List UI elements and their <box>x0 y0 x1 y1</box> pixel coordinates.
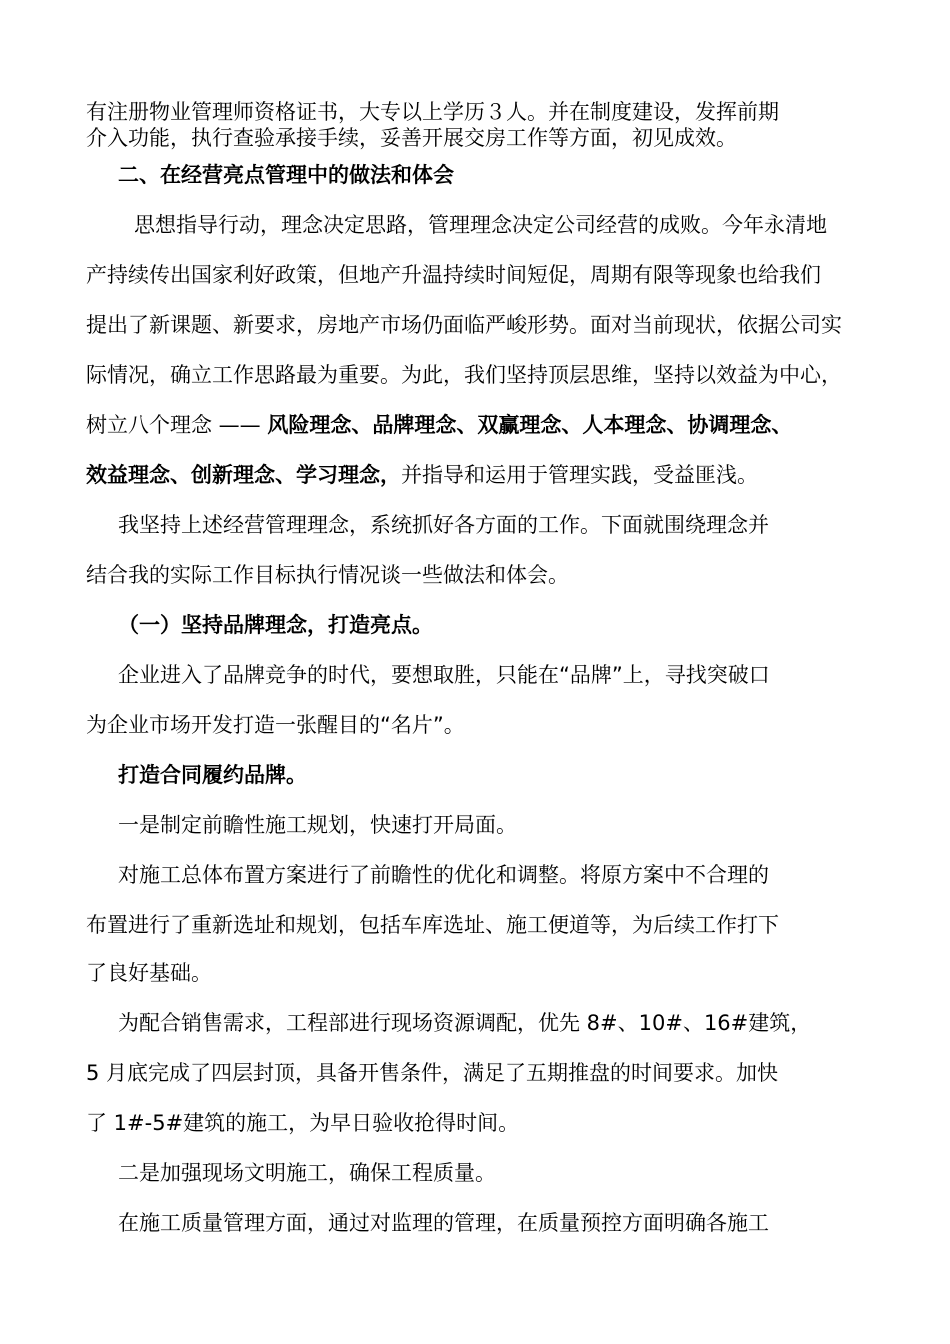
text-line: 为企业市场开发打造一张醒目的“名片”。 <box>86 713 465 737</box>
text-line: 企业进入了品牌竞争的时代，要想取胜，只能在“品牌”上，寻找突破口 <box>118 663 770 687</box>
text-line: 5 月底完成了四层封顶，具备开售条件，满足了五期推盘的时间要求。加快 <box>86 1061 779 1085</box>
text-line: 结合我的实际工作目标执行情况谈一些做法和体会。 <box>86 563 569 587</box>
subsection-heading: （一）坚持品牌理念，打造亮点。 <box>118 613 433 637</box>
text-line: 了良好基础。 <box>86 961 212 985</box>
text-line: 二是加强现场文明施工，确保工程质量。 <box>118 1161 496 1185</box>
text-line: 介入功能，执行查验承接手续，妥善开展交房工作等方面，初见成效。 <box>86 126 737 150</box>
text-run: 并指导和运用于管理实践，受益匪浅。 <box>401 463 758 487</box>
text-line: 际情况，确立工作思路最为重要。为此，我们坚持顶层思维，坚持以效益为中心， <box>86 363 842 387</box>
section-heading: 二、在经营亮点管理中的做法和体会 <box>118 163 454 187</box>
text-line: 有注册物业管理师资格证书，大专以上学历３人。并在制度建设，发挥前期 <box>86 100 779 124</box>
text-line <box>86 461 758 489</box>
text-line: 产持续传出国家利好政策，但地产升温持续时间短促，周期有限等现象也给我们 <box>86 263 821 287</box>
bold-text-run: 效益理念、创新理念、学习理念， <box>86 463 401 487</box>
text-line: 提出了新课题、新要求，房地产市场仍面临严峻形势。面对当前现状，依据公司实 <box>86 313 842 337</box>
text-line: 布置进行了重新选址和规划，包括车库选址、施工便道等，为后续工作打下 <box>86 913 779 937</box>
text-run: 树立八个理念 —— <box>86 413 268 437</box>
text-line: 一是制定前瞻性施工规划，快速打开局面。 <box>118 813 517 837</box>
text-line: 对施工总体布置方案进行了前瞻性的优化和调整。将原方案中不合理的 <box>118 863 769 887</box>
text-line <box>86 411 792 439</box>
item-heading: 打造合同履约品牌。 <box>118 763 307 787</box>
text-line: 我坚持上述经营管理理念，系统抓好各方面的工作。下面就围绕理念并 <box>118 513 769 537</box>
text-line: 了 1#-5#建筑的施工，为早日验收抢得时间。 <box>86 1111 520 1135</box>
text-line: 思想指导行动，理念决定思路，管理理念决定公司经营的成败。今年永清地 <box>134 213 827 237</box>
text-line: 为配合销售需求，工程部进行现场资源调配，优先 8#、10#、16#建筑， <box>118 1011 812 1035</box>
bold-text-run: 风险理念、品牌理念、双赢理念、人本理念、协调理念、 <box>267 413 793 437</box>
text-line: 在施工质量管理方面，通过对监理的管理，在质量预控方面明确各施工 <box>118 1211 769 1235</box>
